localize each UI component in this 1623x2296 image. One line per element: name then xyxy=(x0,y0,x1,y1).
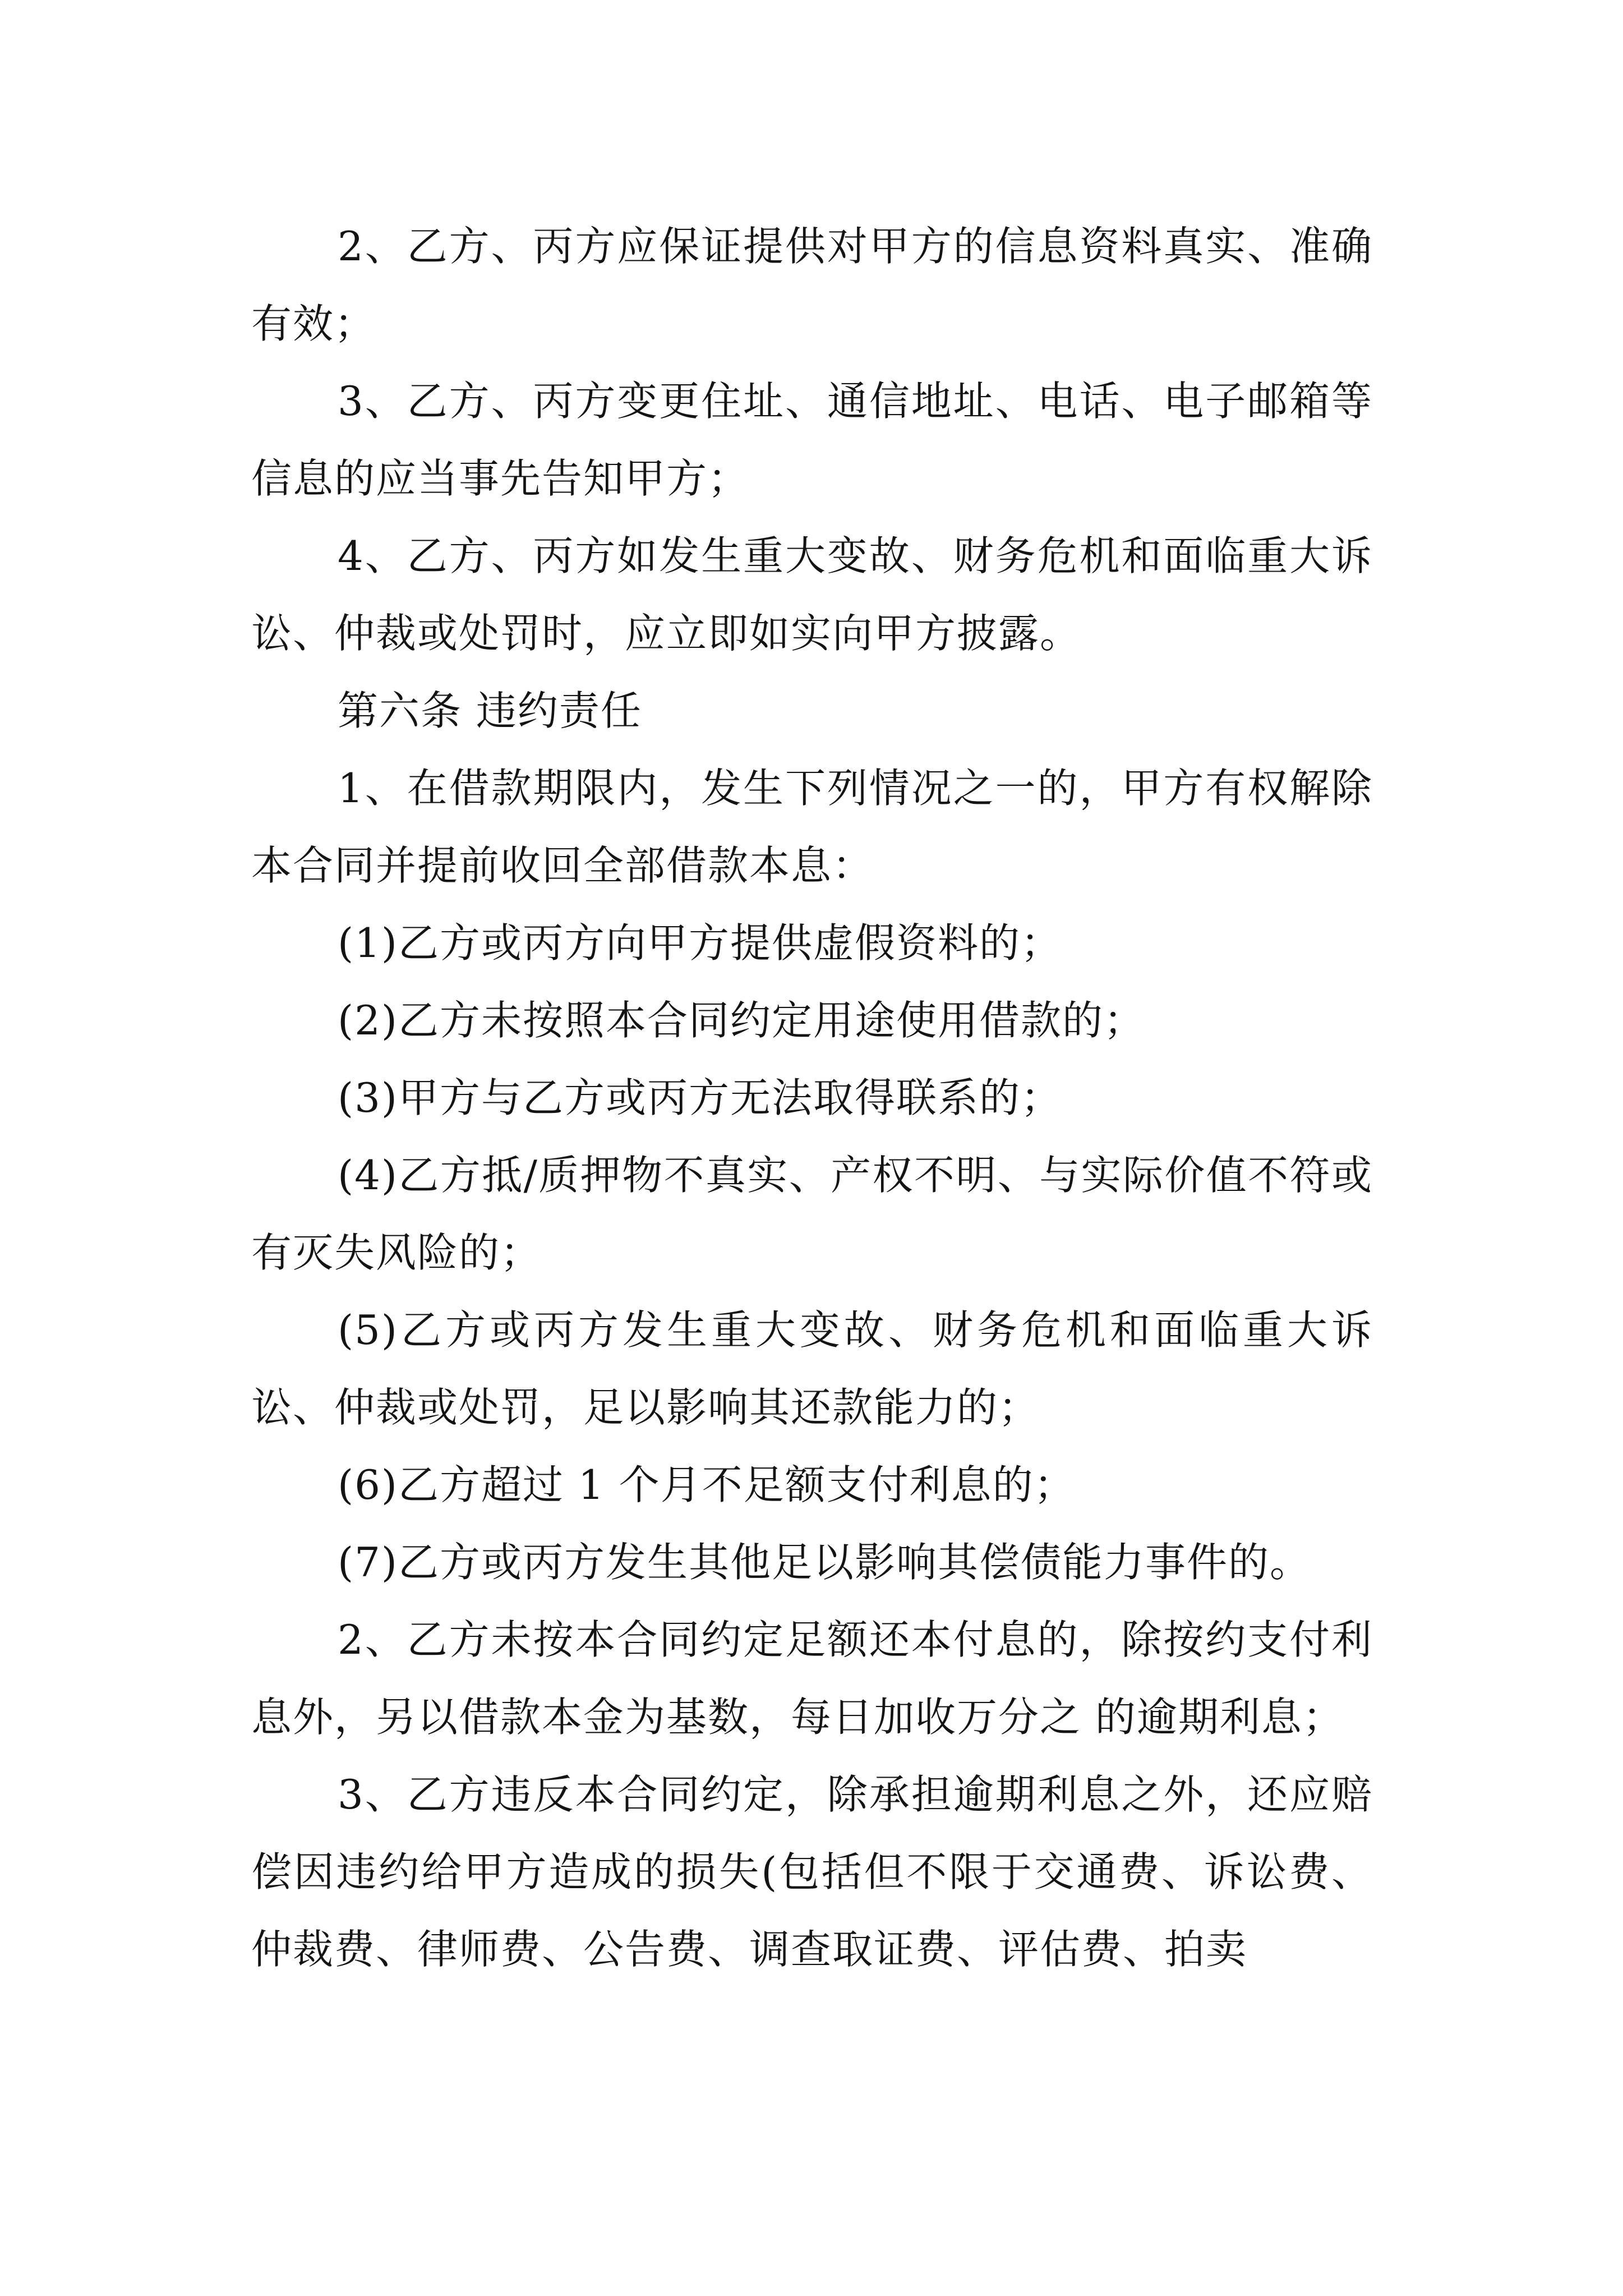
breach-item-5: (5)乙方或丙方发生重大变故、财务危机和面临重大诉讼、仲裁或处罚，足以影响其还款能力的； xyxy=(251,1306,1373,1431)
clause-4-disclosure: 4、乙方、丙方如发生重大变故、财务危机和面临重大诉讼、仲裁或处罚时，应立即如实向甲方披露。 xyxy=(251,532,1373,657)
article-6-heading: 第六条 违约责任 xyxy=(338,687,642,734)
breach-item-3: (3)甲方与乙方或丙方无法取得联系的； xyxy=(338,1074,1062,1121)
clause-2-info-accuracy: 2、乙方、丙方应保证提供对甲方的信息资料真实、准确有效； xyxy=(251,223,1373,347)
breach-item-1: (1)乙方或丙方向甲方提供虚假资料的； xyxy=(338,919,1062,967)
breach-item-6: (6)乙方超过 1 个月不足额支付利息的； xyxy=(338,1461,1076,1508)
document-body xyxy=(251,208,1373,1988)
breach-clause-2-overdue-interest: 2、乙方未按本合同约定足额还本付息的，除按约支付利息外，另以借款本金为基数，每日加收万分之 的逾期利息； xyxy=(251,1616,1373,1741)
clause-3-info-change-notice: 3、乙方、丙方变更住址、通信地址、电话、电子邮箱等信息的应当事先告知甲方； xyxy=(251,378,1373,502)
breach-item-4: (4)乙方抵/质押物不真实、产权不明、与实际价值不符或有灭失风险的； xyxy=(251,1152,1373,1276)
breach-item-2: (2)乙方未按照本合同约定用途使用借款的； xyxy=(338,997,1145,1044)
breach-clause-3-damages: 3、乙方违反本合同约定，除承担逾期利息之外，还应赔偿因违约给甲方造成的损失(包括但不限于交通费、诉讼费、仲裁费、律师费、公告费、调查取证费、评估费、拍卖 xyxy=(251,1771,1373,1973)
breach-item-7: (7)乙方或丙方发生其他足以影响其偿债能力事件的。 xyxy=(338,1539,1311,1586)
breach-clause-1: 1、在借款期限内，发生下列情况之一的，甲方有权解除本合同并提前收回全部借款本息： xyxy=(251,765,1373,889)
